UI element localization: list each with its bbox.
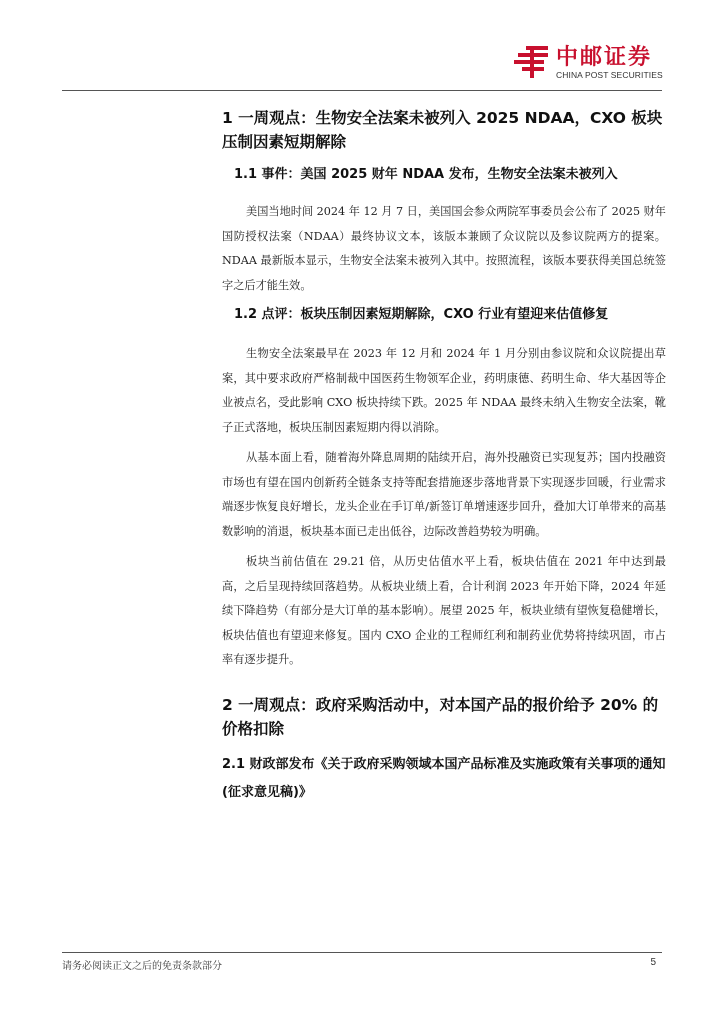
section-2-1-heading: 2.1 财政部发布《关于政府采购领域本国产品标准及实施政策有关事项的通知(征求意见稿)》 xyxy=(222,756,666,800)
section-1-2-heading: 1.2 点评：板块压制因素短期解除，CXO 行业有望迎来估值修复 xyxy=(234,307,609,322)
section-1-1-paragraph: 美国当地时间 2024 年 12 月 7 日，美国国会参众两院军事委员会公布了 2025 财年国防授权法案（NDAA）最终协议文本，该版本兼顾了众议院以及参议院两方的提案。NDAA 最新版本显示，生物安全法案未被列入其中。按照流程，该版本要获得美国总统签字之后才能生效。 xyxy=(222,205,666,292)
section-1-2-paragraph-1: 生物安全法案最早在 2023 年 12 月和 2024 年 1 月分别由参议院和众议院提出草案，其中要求政府严格制裁中国医药生物领军企业，药明康德、药明生命、华大基因等企业被点名，受此影响 CXO 板块持续下跌。2025 年 NDAA 最终未纳入生物安全法案，靴子正式落地，板块压制因素短期内得以消除。 xyxy=(222,347,666,434)
china-post-logo-icon xyxy=(512,44,552,80)
header-divider xyxy=(62,90,662,91)
logo-chinese-name: 中邮证券 xyxy=(556,45,653,70)
footer-divider xyxy=(62,952,662,953)
section-1-2-paragraph-2: 从基本面上看，随着海外降息周期的陆续开启，海外投融资已实现复苏；国内投融资市场也有望在国内创新药全链条支持等配套措施逐步落地背景下实现逐步回暖，行业需求端逐步恢复良好增长，龙头企业在手订单/新签订单增速逐步回升，叠加大订单带来的高基数影响的消退，板块基本面已走出低谷，边际改善趋势较为明确。 xyxy=(222,451,666,538)
company-logo xyxy=(512,44,682,84)
section-1-heading: 1 一周观点：生物安全法案未被列入 2025 NDAA，CXO 板块压制因素短期解除 xyxy=(222,109,663,151)
footer-disclaimer: 请务必阅读正文之后的免责条款部分 xyxy=(62,961,222,972)
section-1-1-heading: 1.1 事件：美国 2025 财年 NDAA 发布，生物安全法案未被列入 xyxy=(234,167,618,182)
logo-english-name: CHINA POST SECURITIES xyxy=(556,70,663,80)
main-content xyxy=(222,106,666,807)
page-number: 5 xyxy=(650,957,656,968)
section-2-heading: 2 一周观点：政府采购活动中，对本国产品的报价给予 20% 的价格扣除 xyxy=(222,695,659,738)
section-1-2-paragraph-3: 板块当前估值在 29.21 倍，从历史估值水平上看，板块估值在 2021 年中达到最高，之后呈现持续回落趋势。从板块业绩上看，合计利润 2023 年开始下降，2024 年延续下降趋势（有部分是大订单的基本影响）。展望 2025 年，板块业绩有望恢复稳健增长，板块估值也有望迎来修复。国内 CXO 企业的工程师红利和制药业优势将持续巩固，市占率有逐步提升。 xyxy=(222,555,666,666)
